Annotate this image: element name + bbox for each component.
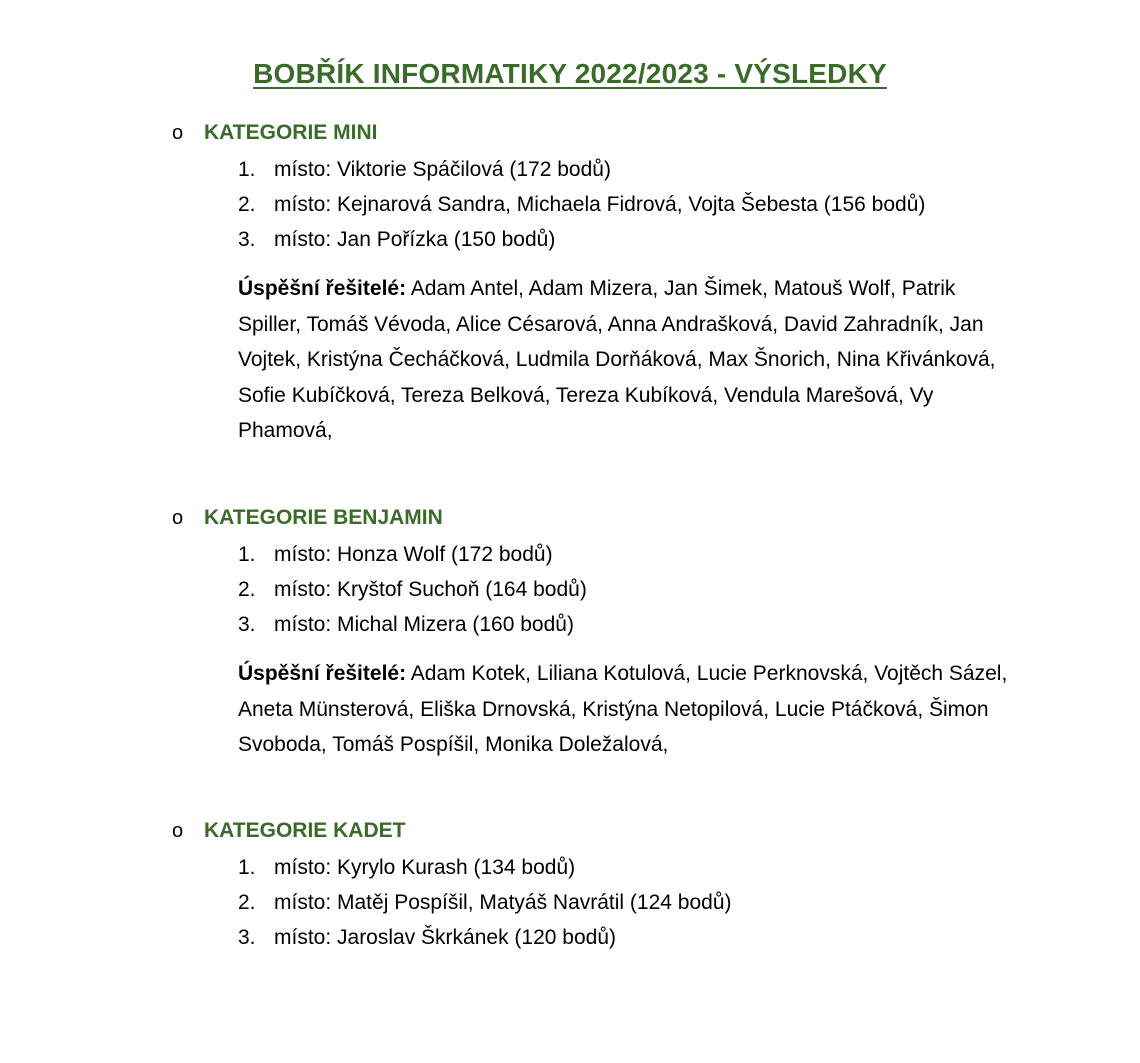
place-number: 2. (238, 891, 256, 914)
bullet-circle-icon: o (172, 122, 184, 144)
place-item (238, 572, 1012, 607)
place-number: 3. (238, 613, 256, 636)
category-benjamin (172, 503, 1012, 763)
place-text: místo: Honza Wolf (172 bodů) (274, 543, 553, 566)
place-number: 3. (238, 228, 256, 251)
place-number: 2. (238, 578, 256, 601)
place-text: místo: Kryštof Suchoň (164 bodů) (274, 578, 587, 601)
place-item (238, 885, 1012, 920)
category-heading (172, 503, 1012, 533)
place-text: místo: Kejnarová Sandra, Michaela Fidrová, Vojta Šebesta (156 bodů) (274, 193, 926, 216)
solvers-names: Adam Kotek, Liliana Kotulová, Lucie Perknovská, Vojtěch Sázel, Aneta Münsterová, Eliška Drnovská, Kristýna Netopilová, Lucie Ptáčková, Šimon Svoboda, Tomáš Pospíšil, Monika Doležalová, (238, 662, 1008, 756)
place-item (238, 537, 1012, 572)
successful-solvers (238, 271, 1008, 449)
place-text: místo: Jaroslav Škrkánek (120 bodů) (274, 926, 616, 949)
place-item (238, 222, 1012, 257)
solvers-label: Úspěšní řešitelé: (238, 277, 407, 300)
category-mini (172, 118, 1012, 449)
place-item (238, 920, 1012, 955)
place-number: 3. (238, 926, 256, 949)
place-item (238, 607, 1012, 642)
page-title (0, 58, 1140, 90)
place-text: místo: Matěj Pospíšil, Matyáš Navrátil (124 bodů) (274, 891, 732, 914)
category-heading (172, 118, 1012, 148)
successful-solvers (238, 656, 1008, 763)
category-heading (172, 816, 1012, 846)
places-list (172, 850, 1012, 955)
place-text: místo: Michal Mizera (160 bodů) (274, 613, 574, 636)
solvers-names: Adam Antel, Adam Mizera, Jan Šimek, Matouš Wolf, Patrik Spiller, Tomáš Vévoda, Alice Césarová, Anna Andrašková, David Zahradník, Jan Vojtek, Kristýna Čecháčková, Ludmila Dorňáková, Max Šnorich, Nina Křivánková, Sofie Kubíčková, Tereza Belková, Tereza Kubíková, Vendula Marešová, Vy Phamová, (238, 277, 996, 442)
place-item (238, 187, 1012, 222)
solvers-label: Úspěšní řešitelé: (238, 662, 407, 685)
category-title: KATEGORIE BENJAMIN (204, 506, 443, 529)
place-text: místo: Kyrylo Kurash (134 bodů) (274, 856, 576, 879)
place-text: místo: Jan Pořízka (150 bodů) (274, 228, 556, 251)
places-list (172, 152, 1012, 257)
page-title-text: BOBŘÍK INFORMATIKY 2022/2023 - VÝSLEDKY (253, 58, 887, 89)
bullet-circle-icon: o (172, 820, 184, 842)
place-number: 1. (238, 543, 256, 566)
category-title: KATEGORIE KADET (204, 819, 406, 842)
place-number: 1. (238, 158, 256, 181)
place-number: 2. (238, 193, 256, 216)
category-title: KATEGORIE MINI (204, 121, 378, 144)
place-number: 1. (238, 856, 256, 879)
place-text: místo: Viktorie Spáčilová (172 bodů) (274, 158, 611, 181)
bullet-circle-icon: o (172, 507, 184, 529)
places-list (172, 537, 1012, 642)
category-kadet (172, 816, 1012, 955)
place-item (238, 152, 1012, 187)
place-item (238, 850, 1012, 885)
